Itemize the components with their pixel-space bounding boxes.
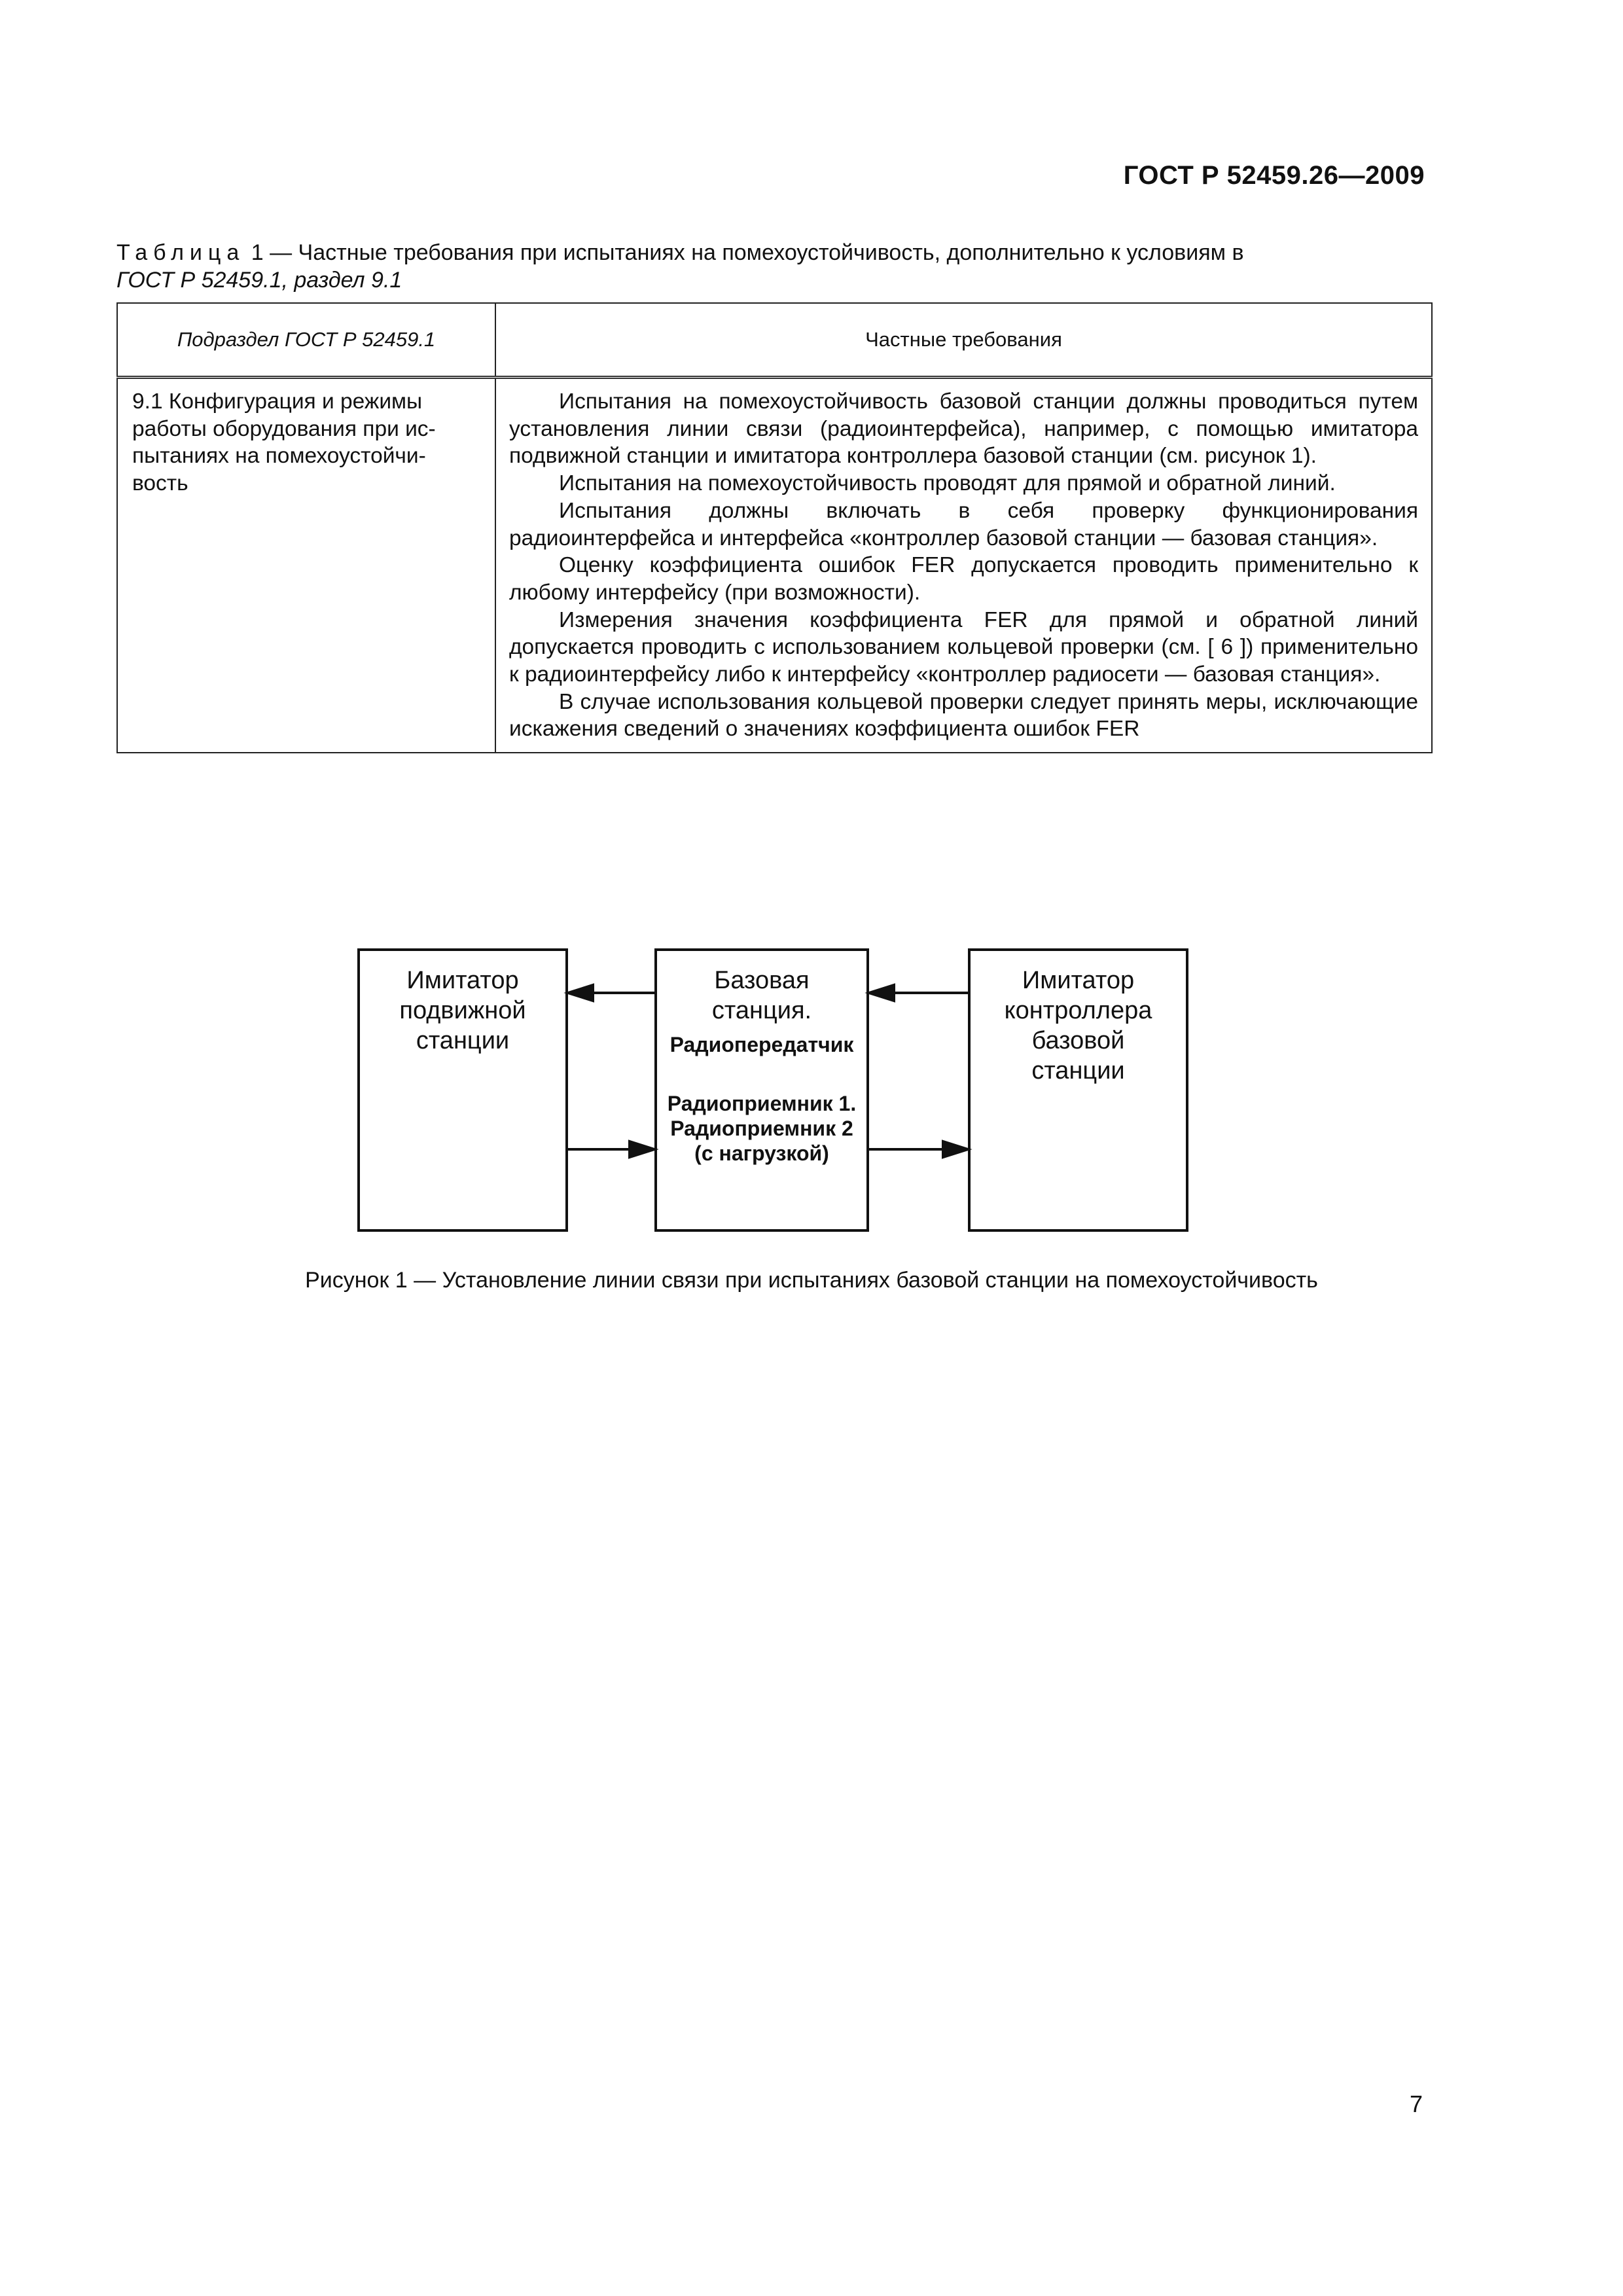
requirements-cell: [495, 378, 1432, 753]
subsection-line: пытаниях на помехоустойчи-: [132, 444, 426, 469]
box-line: подвижной: [399, 997, 526, 1024]
base-station-box: [654, 948, 869, 1232]
arrowhead-to-bsc-icon: [943, 1141, 968, 1157]
requirements-table: [116, 302, 1433, 753]
requirement-paragraph: Испытания на помехоустойчивость базовой станции должны проводиться путем установления линии связи (радиоинтерфейса), например, с помощью имитатора подвижной станции и имитатора контроллера базовой станции (см. рисунок 1).: [509, 389, 1418, 469]
document-header: ГОСТ Р 52459.26—2009: [1123, 161, 1425, 190]
col-requirements-header: Частные требования: [495, 303, 1432, 378]
box-line: базовой: [1031, 1027, 1125, 1054]
figure-caption: Рисунок 1 — Установление линии связи при испытаниях базовой станции на помехоустойчивость: [305, 1268, 1318, 1293]
box-line: станции: [1031, 1057, 1125, 1085]
requirement-paragraph: Испытания на помехоустойчивость проводят для прямой и обратной линий.: [559, 471, 1336, 496]
receiver-line: (с нагрузкой): [694, 1141, 829, 1165]
requirement-paragraph: Оценку коэффициента ошибок FER допускается проводить применительно к любому интерфейсу (при возможности).: [509, 553, 1418, 605]
box-line: контроллера: [1004, 997, 1152, 1024]
table-caption-label: Таблица: [116, 240, 245, 265]
requirement-paragraph: Испытания должны включать в себя проверку функционирования радиоинтерфейса и интерфейса «контроллер базовой станции — базовая станция».: [509, 498, 1418, 550]
arrowhead-to-base-bottom-icon: [630, 1141, 654, 1157]
bsc-simulator-box: [968, 948, 1188, 1232]
col-subsection-header: Подраздел ГОСТ Р 52459.1: [117, 303, 495, 378]
table-caption-text: 1 — Частные требования при испытаниях на помехоустойчивость, дополнительно к условиям в: [245, 240, 1244, 265]
table-caption: [116, 239, 1425, 294]
box-line: станция.: [711, 997, 812, 1024]
mobile-station-simulator-box: [357, 948, 568, 1232]
table-header-row: [117, 303, 1432, 378]
box-line: Имитатор: [406, 967, 519, 994]
box-line: Имитатор: [1022, 967, 1135, 994]
requirement-paragraph: В случае использования кольцевой проверки следует принять меры, исключающие искажения сведений о значениях коэффициента ошибок FER: [509, 689, 1418, 742]
table-caption-line2: ГОСТ Р 52459.1, раздел 9.1: [116, 268, 402, 293]
receiver-line: Радиоприемник 1.: [667, 1092, 857, 1115]
table-row: [117, 378, 1432, 753]
transmitter-label: Радиопередатчик: [669, 1033, 854, 1056]
receiver-line: Радиоприемник 2: [670, 1117, 853, 1140]
arrowhead-to-mobile-icon: [568, 985, 593, 1001]
box-line: станции: [416, 1027, 510, 1054]
box-line: Базовая: [714, 967, 810, 994]
subsection-line: вость: [132, 471, 188, 496]
requirement-paragraph: Измерения значения коэффициента FER для прямой и обратной линий допускается проводить с использованием кольцевой проверки (см. [ 6 ]) применительно к радиоинтерфейсу либо к интерфейсу «контроллер радиосети — базовая станция».: [509, 607, 1418, 687]
page-number: 7: [1409, 2090, 1423, 2117]
subsection-cell: [117, 378, 495, 753]
arrowhead-to-base-icon: [869, 985, 894, 1001]
subsection-line: 9.1 Конфигурация и режимы: [132, 389, 423, 414]
subsection-line: работы оборудования при ис-: [132, 416, 436, 441]
